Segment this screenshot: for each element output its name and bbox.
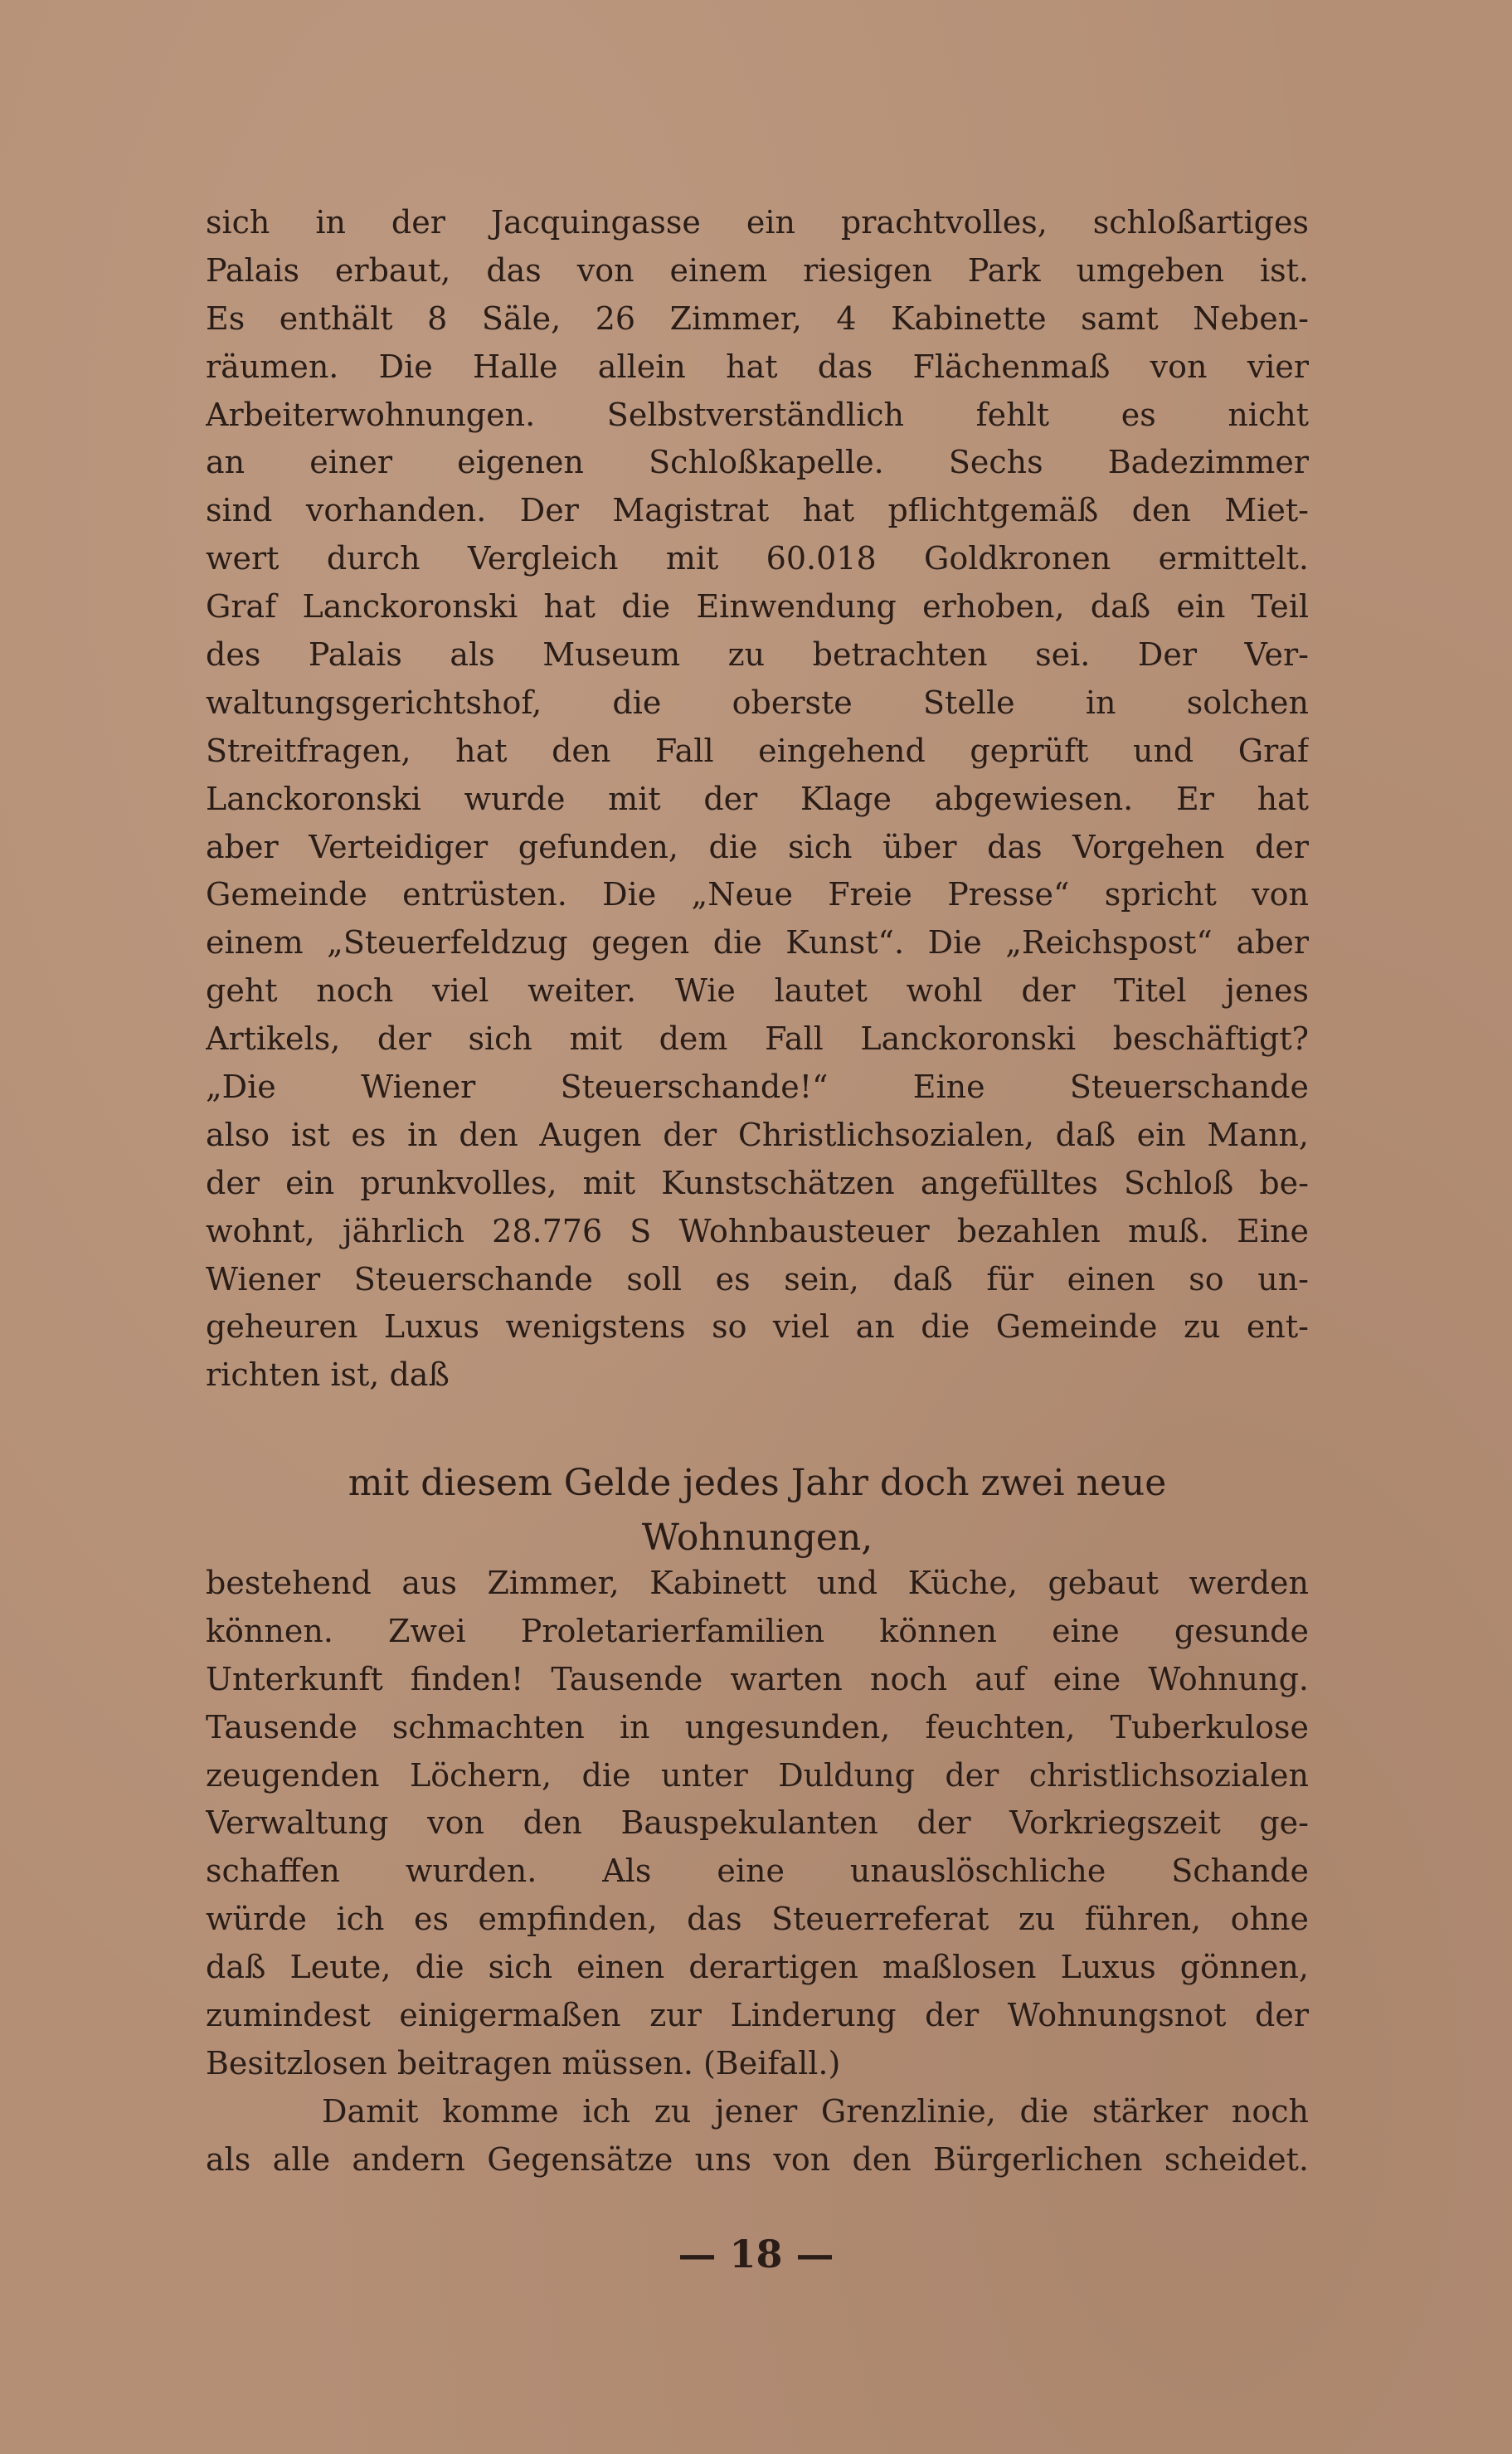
text-line: richten ist, daß <box>206 1356 450 1394</box>
text-line: würde ich es empfinden, das Steuerreferat zu führen, ohne <box>206 1901 1309 1938</box>
text-line: des Palais als Museum zu betrachten sei. Der Ver- <box>206 636 1309 674</box>
text-line: Unterkunft finden! Tausende warten noch auf eine Wohnung. <box>206 1660 1309 1697</box>
text-line: an einer eigenen Schloßkapelle. Sechs Badezimmer <box>206 444 1309 481</box>
emphasized-statement <box>206 1456 1309 1565</box>
text-line: wert durch Vergleich mit 60.018 Goldkronen ermittelt. <box>206 540 1309 577</box>
text-line: der ein prunkvolles, mit Kunstschätzen angefülltes Schloß be- <box>206 1164 1309 1201</box>
text-line: Verwaltung von den Bauspekulanten der Vorkriegszeit ge- <box>206 1804 1309 1842</box>
text-line: Arbeiterwohnungen. Selbstverständlich fehlt es nicht <box>206 396 1309 433</box>
text-line: also ist es in den Augen der Christlichsozialen, daß ein Mann, <box>206 1116 1309 1153</box>
emphasis-line: mit diesem Gelde jedes Jahr doch zwei neue <box>348 1462 1167 1504</box>
paragraph-2 <box>206 1560 1309 2184</box>
text-line: Palais erbaut, das von einem riesigen Park umgeben ist. <box>206 251 1309 289</box>
text-line: aber Verteidiger gefunden, die sich über das Vorgehen der <box>206 828 1309 865</box>
page-number: — 18 — <box>678 2232 834 2276</box>
text-line: Es enthält 8 Säle, 26 Zimmer, 4 Kabinette samt Neben- <box>206 299 1309 337</box>
text-line: zeugenden Löchern, die unter Duldung der christlichsozialen <box>206 1756 1309 1794</box>
text-line: Wiener Steuerschande soll es sein, daß für einen so un- <box>206 1260 1309 1298</box>
text-line: Graf Lanckoronski hat die Einwendung erhoben, daß ein Teil <box>206 588 1309 626</box>
text-line: räumen. Die Halle allein hat das Flächenmaß von vier <box>206 348 1309 385</box>
text-line: als alle andern Gegensätze uns von den Bürgerlichen scheidet. <box>206 2140 1309 2178</box>
text-line: Lanckoronski wurde mit der Klage abgewiesen. Er hat <box>206 780 1309 817</box>
text-line: Damit komme ich zu jener Grenzlinie, die stärker noch <box>322 2092 1309 2130</box>
paragraph-1 <box>206 199 1309 1400</box>
text-line: „Die Wiener Steuerschande!“ Eine Steuerschande <box>206 1069 1309 1106</box>
text-line: Gemeinde entrüsten. Die „Neue Freie Presse“ spricht von <box>206 876 1309 913</box>
text-line: Tausende schmachten in ungesunden, feuchten, Tuberkulose <box>206 1708 1309 1746</box>
text-line: Besitzlosen beitragen müssen. (Beifall.) <box>206 2044 841 2082</box>
text-line: zumindest einigermaßen zur Linderung der Wohnungsnot der <box>206 1997 1309 2034</box>
text-line: bestehend aus Zimmer, Kabinett und Küche, gebaut werden <box>206 1565 1309 1601</box>
text-line: waltungsgerichtshof, die oberste Stelle in solchen <box>206 684 1309 721</box>
text-line: sich in der Jacquingasse ein prachtvolles, schloßartiges <box>206 204 1309 241</box>
text-line: einem „Steuerfeldzug gegen die Kunst“. Die „Reichspost“ aber <box>206 924 1309 962</box>
emphasis-line: Wohnungen, <box>641 1517 873 1559</box>
text-line: geheuren Luxus wenigstens so viel an die Gemeinde zu ent- <box>206 1308 1309 1346</box>
text-line: können. Zwei Proletarierfamilien können eine gesunde <box>206 1612 1309 1649</box>
text-line: Streitfragen, hat den Fall eingehend geprüft und Graf <box>206 732 1309 769</box>
text-line: daß Leute, die sich einen derartigen maßlosen Luxus gönnen, <box>206 1949 1309 1986</box>
text-line: sind vorhanden. Der Magistrat hat pflichtgemäß den Miet- <box>206 492 1309 529</box>
text-line: Artikels, der sich mit dem Fall Lanckoronski beschäftigt? <box>206 1020 1309 1058</box>
text-line: geht noch viel weiter. Wie lautet wohl der Titel jenes <box>206 972 1309 1010</box>
text-line: wohnt, jährlich 28.776 S Wohnbausteuer bezahlen muß. Eine <box>206 1212 1309 1249</box>
text-line: schaffen wurden. Als eine unauslöschliche Schande <box>206 1853 1309 1890</box>
